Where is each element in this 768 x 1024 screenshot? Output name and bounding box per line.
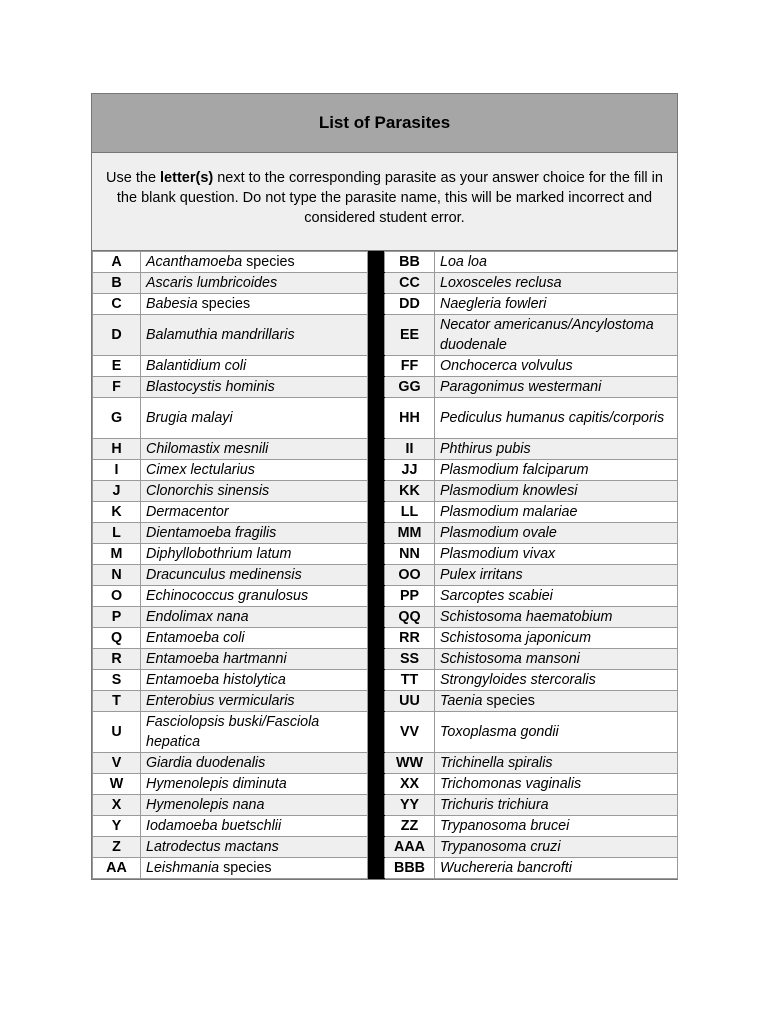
table-row (93, 691, 678, 712)
letter-cell: M (93, 544, 141, 565)
table-row (93, 252, 678, 273)
letter-cell: FF (385, 356, 435, 377)
parasite-name-cell (435, 774, 678, 795)
parasite-name: Trichuris trichiura (440, 797, 549, 813)
sheet-title: List of Parasites (92, 94, 677, 153)
letter-cell: RR (385, 628, 435, 649)
table-row (93, 439, 678, 460)
letter-cell: S (93, 670, 141, 691)
parasite-name: Diphyllobothrium latum (146, 546, 292, 562)
table-row (93, 481, 678, 502)
column-separator (368, 795, 385, 816)
column-separator (368, 481, 385, 502)
parasite-name-cell (141, 753, 368, 774)
letter-cell: II (385, 439, 435, 460)
table-row (93, 649, 678, 670)
parasite-name-cell (435, 565, 678, 586)
parasite-suffix: species (482, 693, 535, 709)
column-separator (368, 649, 385, 670)
letter-cell: J (93, 481, 141, 502)
table-row (93, 377, 678, 398)
letter-cell: T (93, 691, 141, 712)
parasite-name-cell (141, 712, 368, 753)
parasite-table (92, 251, 678, 879)
parasite-name-cell (141, 377, 368, 398)
parasite-name-cell (141, 795, 368, 816)
parasite-name: Necator americanus/Ancylostoma duodenale (440, 317, 654, 353)
parasite-name-cell (435, 273, 678, 294)
parasite-name-cell (435, 315, 678, 356)
letter-cell: UU (385, 691, 435, 712)
letter-cell: BBB (385, 858, 435, 879)
parasite-name: Leishmania (146, 860, 220, 876)
table-row (93, 628, 678, 649)
parasite-name: Naegleria fowleri (440, 296, 547, 312)
parasite-suffix: species (197, 296, 251, 312)
column-separator (368, 607, 385, 628)
parasite-name-cell (435, 691, 678, 712)
parasite-name-cell (141, 837, 368, 858)
parasite-name-cell (141, 252, 368, 273)
parasite-name-cell (435, 481, 678, 502)
parasite-name: Sarcoptes scabiei (440, 588, 553, 604)
parasite-name: Latrodectus mactans (146, 839, 279, 855)
table-row (93, 774, 678, 795)
letter-cell: U (93, 712, 141, 753)
letter-cell: ZZ (385, 816, 435, 837)
letter-cell: XX (385, 774, 435, 795)
instructions-before: Use the (106, 170, 161, 186)
parasite-name-cell (141, 816, 368, 837)
parasite-name-cell (435, 586, 678, 607)
letter-cell: Z (93, 837, 141, 858)
parasite-name-cell (435, 252, 678, 273)
column-separator (368, 565, 385, 586)
letter-cell: F (93, 377, 141, 398)
parasite-name-cell (435, 795, 678, 816)
letter-cell: HH (385, 398, 435, 439)
parasite-name: Loa loa (440, 254, 487, 270)
letter-cell: E (93, 356, 141, 377)
parasite-name-cell (141, 294, 368, 315)
parasite-name: Trypanosoma brucei (440, 818, 570, 834)
parasite-name: Pediculus humanus capitis/corporis (440, 410, 665, 426)
parasite-name-cell (141, 439, 368, 460)
letter-cell: OO (385, 565, 435, 586)
parasite-name: Brugia malayi (146, 410, 233, 426)
parasite-name-cell (435, 460, 678, 481)
parasite-name-cell (141, 523, 368, 544)
parasite-name-cell (435, 858, 678, 879)
column-separator (368, 691, 385, 712)
letter-cell: K (93, 502, 141, 523)
parasite-name: Echinococcus granulosus (146, 588, 309, 604)
parasite-name: Schistosoma japonicum (440, 630, 591, 646)
letter-cell: VV (385, 712, 435, 753)
parasite-name-cell (435, 377, 678, 398)
parasite-name-cell (141, 398, 368, 439)
table-row (93, 315, 678, 356)
column-separator (368, 858, 385, 879)
parasite-name: Balamuthia mandrillaris (146, 327, 295, 343)
column-separator (368, 315, 385, 356)
letter-cell: DD (385, 294, 435, 315)
letter-cell: LL (385, 502, 435, 523)
column-separator (368, 398, 385, 439)
column-separator (368, 294, 385, 315)
parasite-name: Acanthamoeba (146, 254, 243, 270)
parasite-name-cell (141, 607, 368, 628)
letter-cell: CC (385, 273, 435, 294)
parasite-name-cell (141, 628, 368, 649)
parasite-name-cell (141, 649, 368, 670)
column-separator (368, 544, 385, 565)
parasite-name: Paragonimus westermani (440, 379, 602, 395)
column-separator (368, 273, 385, 294)
parasite-name-cell (435, 712, 678, 753)
column-separator (368, 439, 385, 460)
parasite-name: Plasmodium malariae (440, 504, 578, 520)
parasite-name-cell (435, 649, 678, 670)
parasite-name: Clonorchis sinensis (146, 483, 270, 499)
parasite-name: Trichomonas vaginalis (440, 776, 582, 792)
letter-cell: P (93, 607, 141, 628)
parasite-name-cell (141, 565, 368, 586)
parasite-name-cell (435, 544, 678, 565)
parasite-name-cell (435, 670, 678, 691)
parasite-name-cell (141, 774, 368, 795)
parasite-name: Phthirus pubis (440, 441, 531, 457)
parasite-name: Plasmodium knowlesi (440, 483, 578, 499)
parasite-name: Babesia (146, 296, 198, 312)
table-row (93, 356, 678, 377)
parasite-name: Plasmodium falciparum (440, 462, 589, 478)
table-row (93, 858, 678, 879)
instructions-after: next to the corresponding parasite as your answer choice for the fill in the blank question. Do not type the parasite name, this will be marked incorrect and considered student error. (116, 170, 663, 226)
table-row (93, 670, 678, 691)
letter-cell: L (93, 523, 141, 544)
parasite-name-cell (435, 439, 678, 460)
letter-cell: AA (93, 858, 141, 879)
parasite-name: Toxoplasma gondii (440, 724, 559, 740)
column-separator (368, 774, 385, 795)
parasite-name-cell (435, 294, 678, 315)
letter-cell: H (93, 439, 141, 460)
column-separator (368, 816, 385, 837)
parasite-name-cell (435, 523, 678, 544)
parasite-name-cell (141, 273, 368, 294)
column-separator (368, 628, 385, 649)
parasite-name-cell (141, 481, 368, 502)
instructions-bold: letter(s) (160, 170, 214, 186)
parasite-name: Enterobius vermicularis (146, 693, 295, 709)
parasite-name: Entamoeba hartmanni (146, 651, 287, 667)
table-row (93, 294, 678, 315)
column-separator (368, 712, 385, 753)
parasite-name: Ascaris lumbricoides (146, 275, 278, 291)
letter-cell: X (93, 795, 141, 816)
parasite-name-cell (141, 858, 368, 879)
parasite-name: Fasciolopsis buski/Fasciola hepatica (146, 714, 320, 750)
table-row (93, 544, 678, 565)
letter-cell: G (93, 398, 141, 439)
column-separator (368, 356, 385, 377)
parasite-name-cell (141, 356, 368, 377)
column-separator (368, 252, 385, 273)
parasite-name-cell (141, 502, 368, 523)
table-row (93, 398, 678, 439)
letter-cell: SS (385, 649, 435, 670)
letter-cell: MM (385, 523, 435, 544)
parasite-name: Giardia duodenalis (146, 755, 266, 771)
column-separator (368, 377, 385, 398)
letter-cell: D (93, 315, 141, 356)
parasite-name-cell (435, 502, 678, 523)
letter-cell: NN (385, 544, 435, 565)
parasite-name: Schistosoma mansoni (440, 651, 580, 667)
parasite-name: Cimex lectularius (146, 462, 255, 478)
column-separator (368, 837, 385, 858)
letter-cell: W (93, 774, 141, 795)
parasite-sheet (91, 93, 678, 880)
table-row (93, 712, 678, 753)
parasite-name-cell (141, 670, 368, 691)
letter-cell: KK (385, 481, 435, 502)
letter-cell: GG (385, 377, 435, 398)
letter-cell: O (93, 586, 141, 607)
letter-cell: WW (385, 753, 435, 774)
parasite-name: Entamoeba histolytica (146, 672, 286, 688)
parasite-name: Hymenolepis diminuta (146, 776, 287, 792)
parasite-suffix: species (242, 254, 295, 270)
parasite-name: Blastocystis hominis (146, 379, 275, 395)
parasite-name: Balantidium coli (146, 358, 247, 374)
letter-cell: A (93, 252, 141, 273)
letter-cell: YY (385, 795, 435, 816)
parasite-name: Plasmodium vivax (440, 546, 556, 562)
parasite-name: Endolimax nana (146, 609, 249, 625)
parasite-name: Strongyloides stercoralis (440, 672, 596, 688)
column-separator (368, 460, 385, 481)
parasite-name-cell (435, 356, 678, 377)
parasite-name-cell (435, 607, 678, 628)
parasite-name: Iodamoeba buetschlii (146, 818, 282, 834)
letter-cell: JJ (385, 460, 435, 481)
letter-cell: PP (385, 586, 435, 607)
letter-cell: Q (93, 628, 141, 649)
instructions-text (92, 153, 677, 251)
column-separator (368, 670, 385, 691)
letter-cell: BB (385, 252, 435, 273)
letter-cell: TT (385, 670, 435, 691)
column-separator (368, 523, 385, 544)
letter-cell: V (93, 753, 141, 774)
letter-cell: QQ (385, 607, 435, 628)
parasite-name: Plasmodium ovale (440, 525, 557, 541)
parasite-suffix: species (219, 860, 272, 876)
column-separator (368, 753, 385, 774)
table-row (93, 523, 678, 544)
table-row (93, 460, 678, 481)
parasite-name: Hymenolepis nana (146, 797, 265, 813)
parasite-name: Entamoeba coli (146, 630, 245, 646)
parasite-name-cell (435, 628, 678, 649)
table-row (93, 837, 678, 858)
letter-cell: AAA (385, 837, 435, 858)
parasite-name: Dermacentor (146, 504, 229, 520)
parasite-name: Trichinella spiralis (440, 755, 553, 771)
letter-cell: B (93, 273, 141, 294)
parasite-name-cell (435, 753, 678, 774)
table-row (93, 816, 678, 837)
letter-cell: R (93, 649, 141, 670)
parasite-name: Dracunculus medinensis (146, 567, 302, 583)
table-row (93, 565, 678, 586)
parasite-name: Pulex irritans (440, 567, 523, 583)
column-separator (368, 502, 385, 523)
letter-cell: I (93, 460, 141, 481)
parasite-name-cell (141, 315, 368, 356)
letter-cell: C (93, 294, 141, 315)
parasite-name-cell (141, 691, 368, 712)
letter-cell: N (93, 565, 141, 586)
column-separator (368, 586, 385, 607)
letter-cell: EE (385, 315, 435, 356)
parasite-name-cell (141, 544, 368, 565)
parasite-name: Trypanosoma cruzi (440, 839, 561, 855)
parasite-name: Chilomastix mesnili (146, 441, 269, 457)
table-row (93, 753, 678, 774)
table-row (93, 607, 678, 628)
table-row (93, 502, 678, 523)
parasite-name-cell (435, 398, 678, 439)
parasite-name: Taenia (440, 693, 483, 709)
parasite-name: Loxosceles reclusa (440, 275, 562, 291)
parasite-name: Dientamoeba fragilis (146, 525, 277, 541)
parasite-name: Wuchereria bancrofti (440, 860, 572, 876)
parasite-name: Onchocerca volvulus (440, 358, 573, 374)
parasite-name-cell (435, 837, 678, 858)
letter-cell: Y (93, 816, 141, 837)
table-row (93, 273, 678, 294)
parasite-name: Schistosoma haematobium (440, 609, 613, 625)
parasite-name-cell (141, 460, 368, 481)
table-row (93, 586, 678, 607)
parasite-name-cell (141, 586, 368, 607)
table-row (93, 795, 678, 816)
parasite-name-cell (435, 816, 678, 837)
